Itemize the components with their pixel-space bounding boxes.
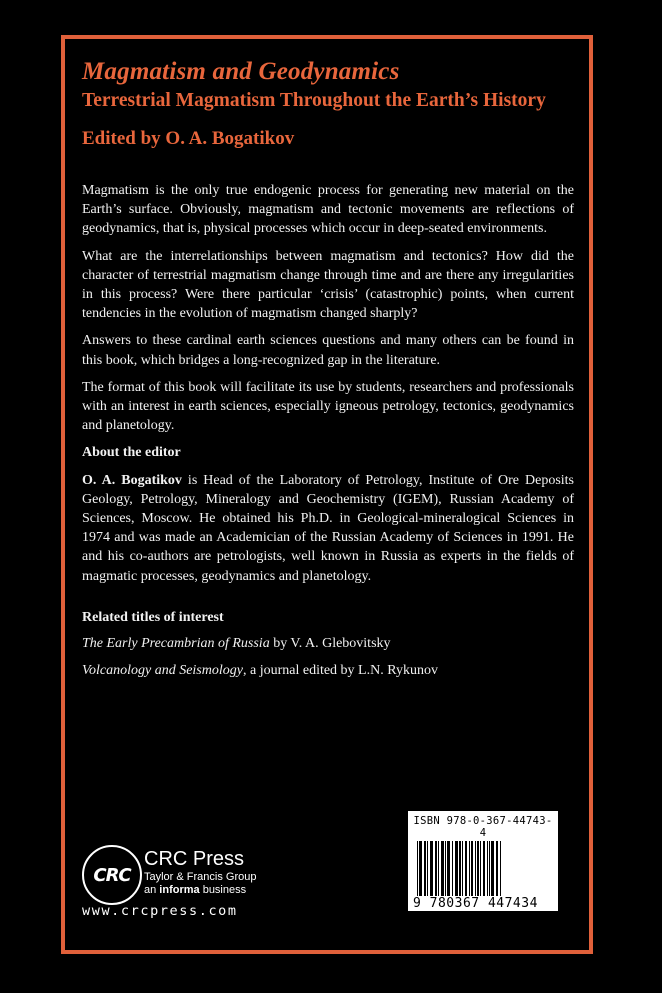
publisher-website: www.crcpress.com bbox=[82, 903, 238, 919]
editor-line: Edited by O. A. Bogatikov bbox=[82, 128, 295, 149]
about-editor-text bbox=[82, 471, 574, 586]
book-title: Magmatism and Geodynamics bbox=[82, 58, 400, 85]
related-titles-heading: Related titles of interest bbox=[82, 609, 224, 625]
publisher-name: CRC Press bbox=[144, 848, 245, 870]
related-title-item bbox=[82, 634, 574, 653]
editor-bio: is Head of the Laboratory of Petrology, Institute of Ore Deposits Geology, Petrology, Mineralogy and Geochemistry (IGEM), Russian Academy of Sciences, Moscow. He obtained his Ph.D. in Geological-mineralogical Sciences in 1974 and was made an Academician of the Russian Academy of Sciences in 1991. He and his co-authors are petrologists, well known in Russia as experts in the fields of magmatic processes, geodynamics and planetology. bbox=[82, 472, 575, 584]
informa-line: an informa business bbox=[144, 884, 247, 896]
about-editor-heading: About the editor bbox=[82, 445, 181, 461]
description-paragraph: What are the interrelationships between magmatism and tectonics? How did the character of terrestrial magmatism change through time and are there any irregularities in this process? Were there particular ‘crisis’ (catastrophic) points, when current tendencies in the evolution of magmatism changed sharply? bbox=[82, 248, 574, 322]
crc-logo-text: CRC bbox=[93, 864, 131, 886]
editor-name: O. A. Bogatikov bbox=[82, 472, 182, 488]
description-paragraph: The format of this book will facilitate its use by students, researchers and professionals with an interest in earth sciences, especially igneous petrology, tectonics, geodynamics and planetology. bbox=[82, 379, 574, 434]
description-paragraph: Answers to these cardinal earth sciences questions and many others can be found in this book, which bridges a long-recognized gap in the literature. bbox=[82, 333, 574, 368]
related-title-name: Volcanology and Seismology bbox=[82, 663, 243, 679]
crc-logo-icon bbox=[82, 845, 142, 905]
isbn-label: ISBN 978-0-367-44743-4 bbox=[413, 815, 553, 839]
publisher-block bbox=[144, 848, 256, 897]
publisher-group: Taylor & Francis Group bbox=[144, 871, 257, 883]
barcode-number: 9 780367 447434 bbox=[413, 896, 538, 911]
related-title-rest: by V. A. Glebovitsky bbox=[269, 636, 391, 652]
barcode bbox=[408, 811, 558, 911]
body-text bbox=[82, 181, 574, 688]
description-paragraph: Magmatism is the only true endogenic process for generating new material on the Earth’s surface. Obviously, magmatism and tectonic movements are reflections of geodynamics, that is, physical processes which occur in deep-seated environments. bbox=[82, 183, 574, 237]
book-subtitle: Terrestrial Magmatism Throughout the Earth’s History bbox=[82, 90, 546, 111]
related-title-item bbox=[82, 661, 574, 680]
related-title-name: The Early Precambrian of Russia bbox=[82, 636, 270, 652]
related-title-rest: , a journal edited by L.N. Rykunov bbox=[242, 663, 438, 679]
